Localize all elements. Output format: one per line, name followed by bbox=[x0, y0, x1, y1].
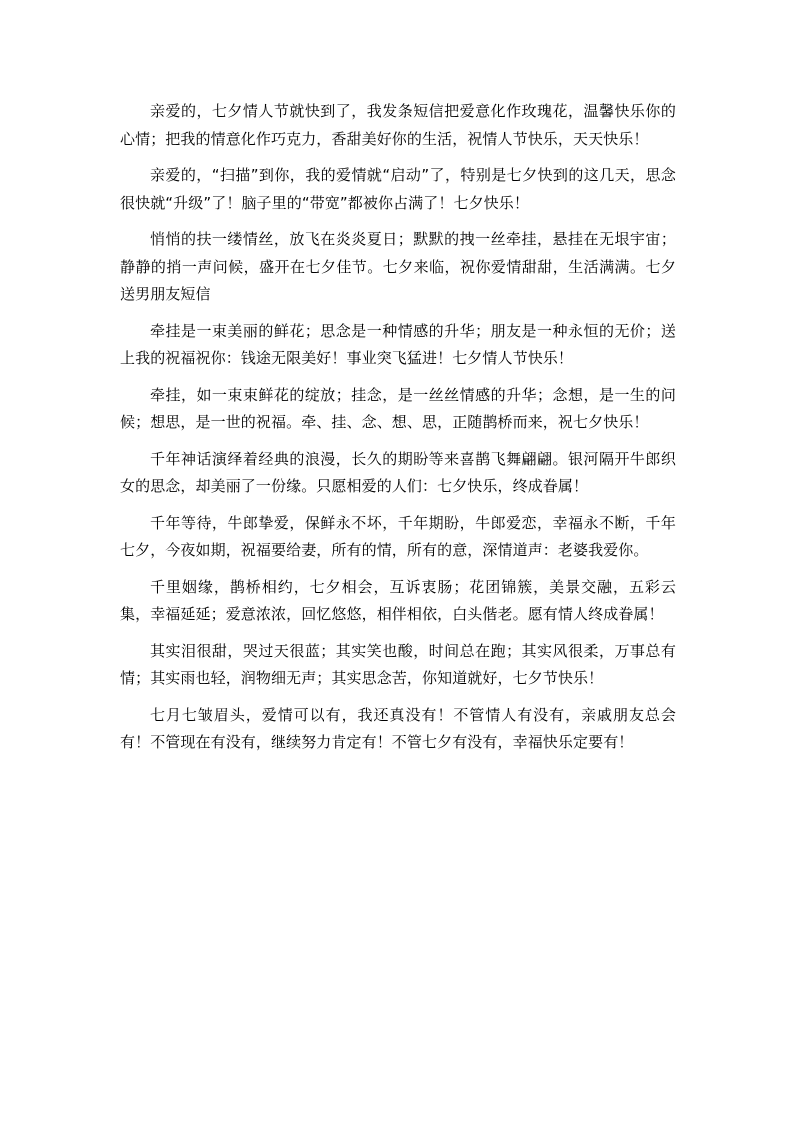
paragraph-7: 千年等待，牛郎挚爱，保鲜永不坏，千年期盼，牛郎爱恋，幸福永不断，千年七夕，今夜如期，祝福要给妻，所有的情，所有的意，深情道声：老婆我爱你。 bbox=[120, 513, 676, 559]
paragraph-1: 亲爱的，七夕情人节就快到了，我发条短信把爱意化作玫瑰花，温馨快乐你的心情；把我的情意化作巧克力，香甜美好你的生活，祝情人节快乐，天天快乐！ bbox=[120, 102, 676, 148]
paragraph-2: 亲爱的，“扫描”到你，我的爱情就“启动”了，特别是七夕快到的这几天，思念很快就“升级”了！脑子里的“带宽”都被你占满了！七夕快乐！ bbox=[120, 166, 676, 212]
paragraph-6: 千年神话演绎着经典的浪漫，长久的期盼等来喜鹊飞舞翩翩。银河隔开牛郎织女的思念，却美丽了一份缘。只愿相爱的人们：七夕快乐，终成眷属！ bbox=[120, 449, 676, 495]
paragraph-8: 千里姻缘，鹊桥相约，七夕相会，互诉衷肠；花团锦簇，美景交融，五彩云集，幸福延延；爱意浓浓，回忆悠悠，相伴相依，白头偕老。愿有情人终成眷属！ bbox=[120, 577, 676, 623]
paragraph-9: 其实泪很甜，哭过天很蓝；其实笑也酸，时间总在跑；其实风很柔，万事总有情；其实雨也轻，润物细无声；其实思念苦，你知道就好，七夕节快乐！ bbox=[120, 641, 676, 687]
document-page bbox=[120, 98, 676, 766]
paragraph-10: 七月七皱眉头，爱情可以有，我还真没有！不管情人有没有，亲戚朋友总会有！不管现在有没有，继续努力肯定有！不管七夕有没有，幸福快乐定要有！ bbox=[120, 705, 676, 751]
paragraph-4: 牵挂是一束美丽的鲜花；思念是一种情感的升华；朋友是一种永恒的无价；送上我的祝福祝你：钱途无限美好！事业突飞猛进！七夕情人节快乐！ bbox=[120, 321, 676, 367]
paragraph-5: 牵挂，如一束束鲜花的绽放；挂念，是一丝丝情感的升华；念想，是一生的问候；想思，是一世的祝福。牵、挂、念、想、思，正随鹊桥而来，祝七夕快乐！ bbox=[120, 385, 676, 431]
paragraph-3: 悄悄的扶一缕情丝，放飞在炎炎夏日；默默的拽一丝牵挂，悬挂在无垠宇宙；静静的捎一声问候，盛开在七夕佳节。七夕来临，祝你爱情甜甜，生活满满。七夕送男朋友短信 bbox=[120, 230, 676, 303]
